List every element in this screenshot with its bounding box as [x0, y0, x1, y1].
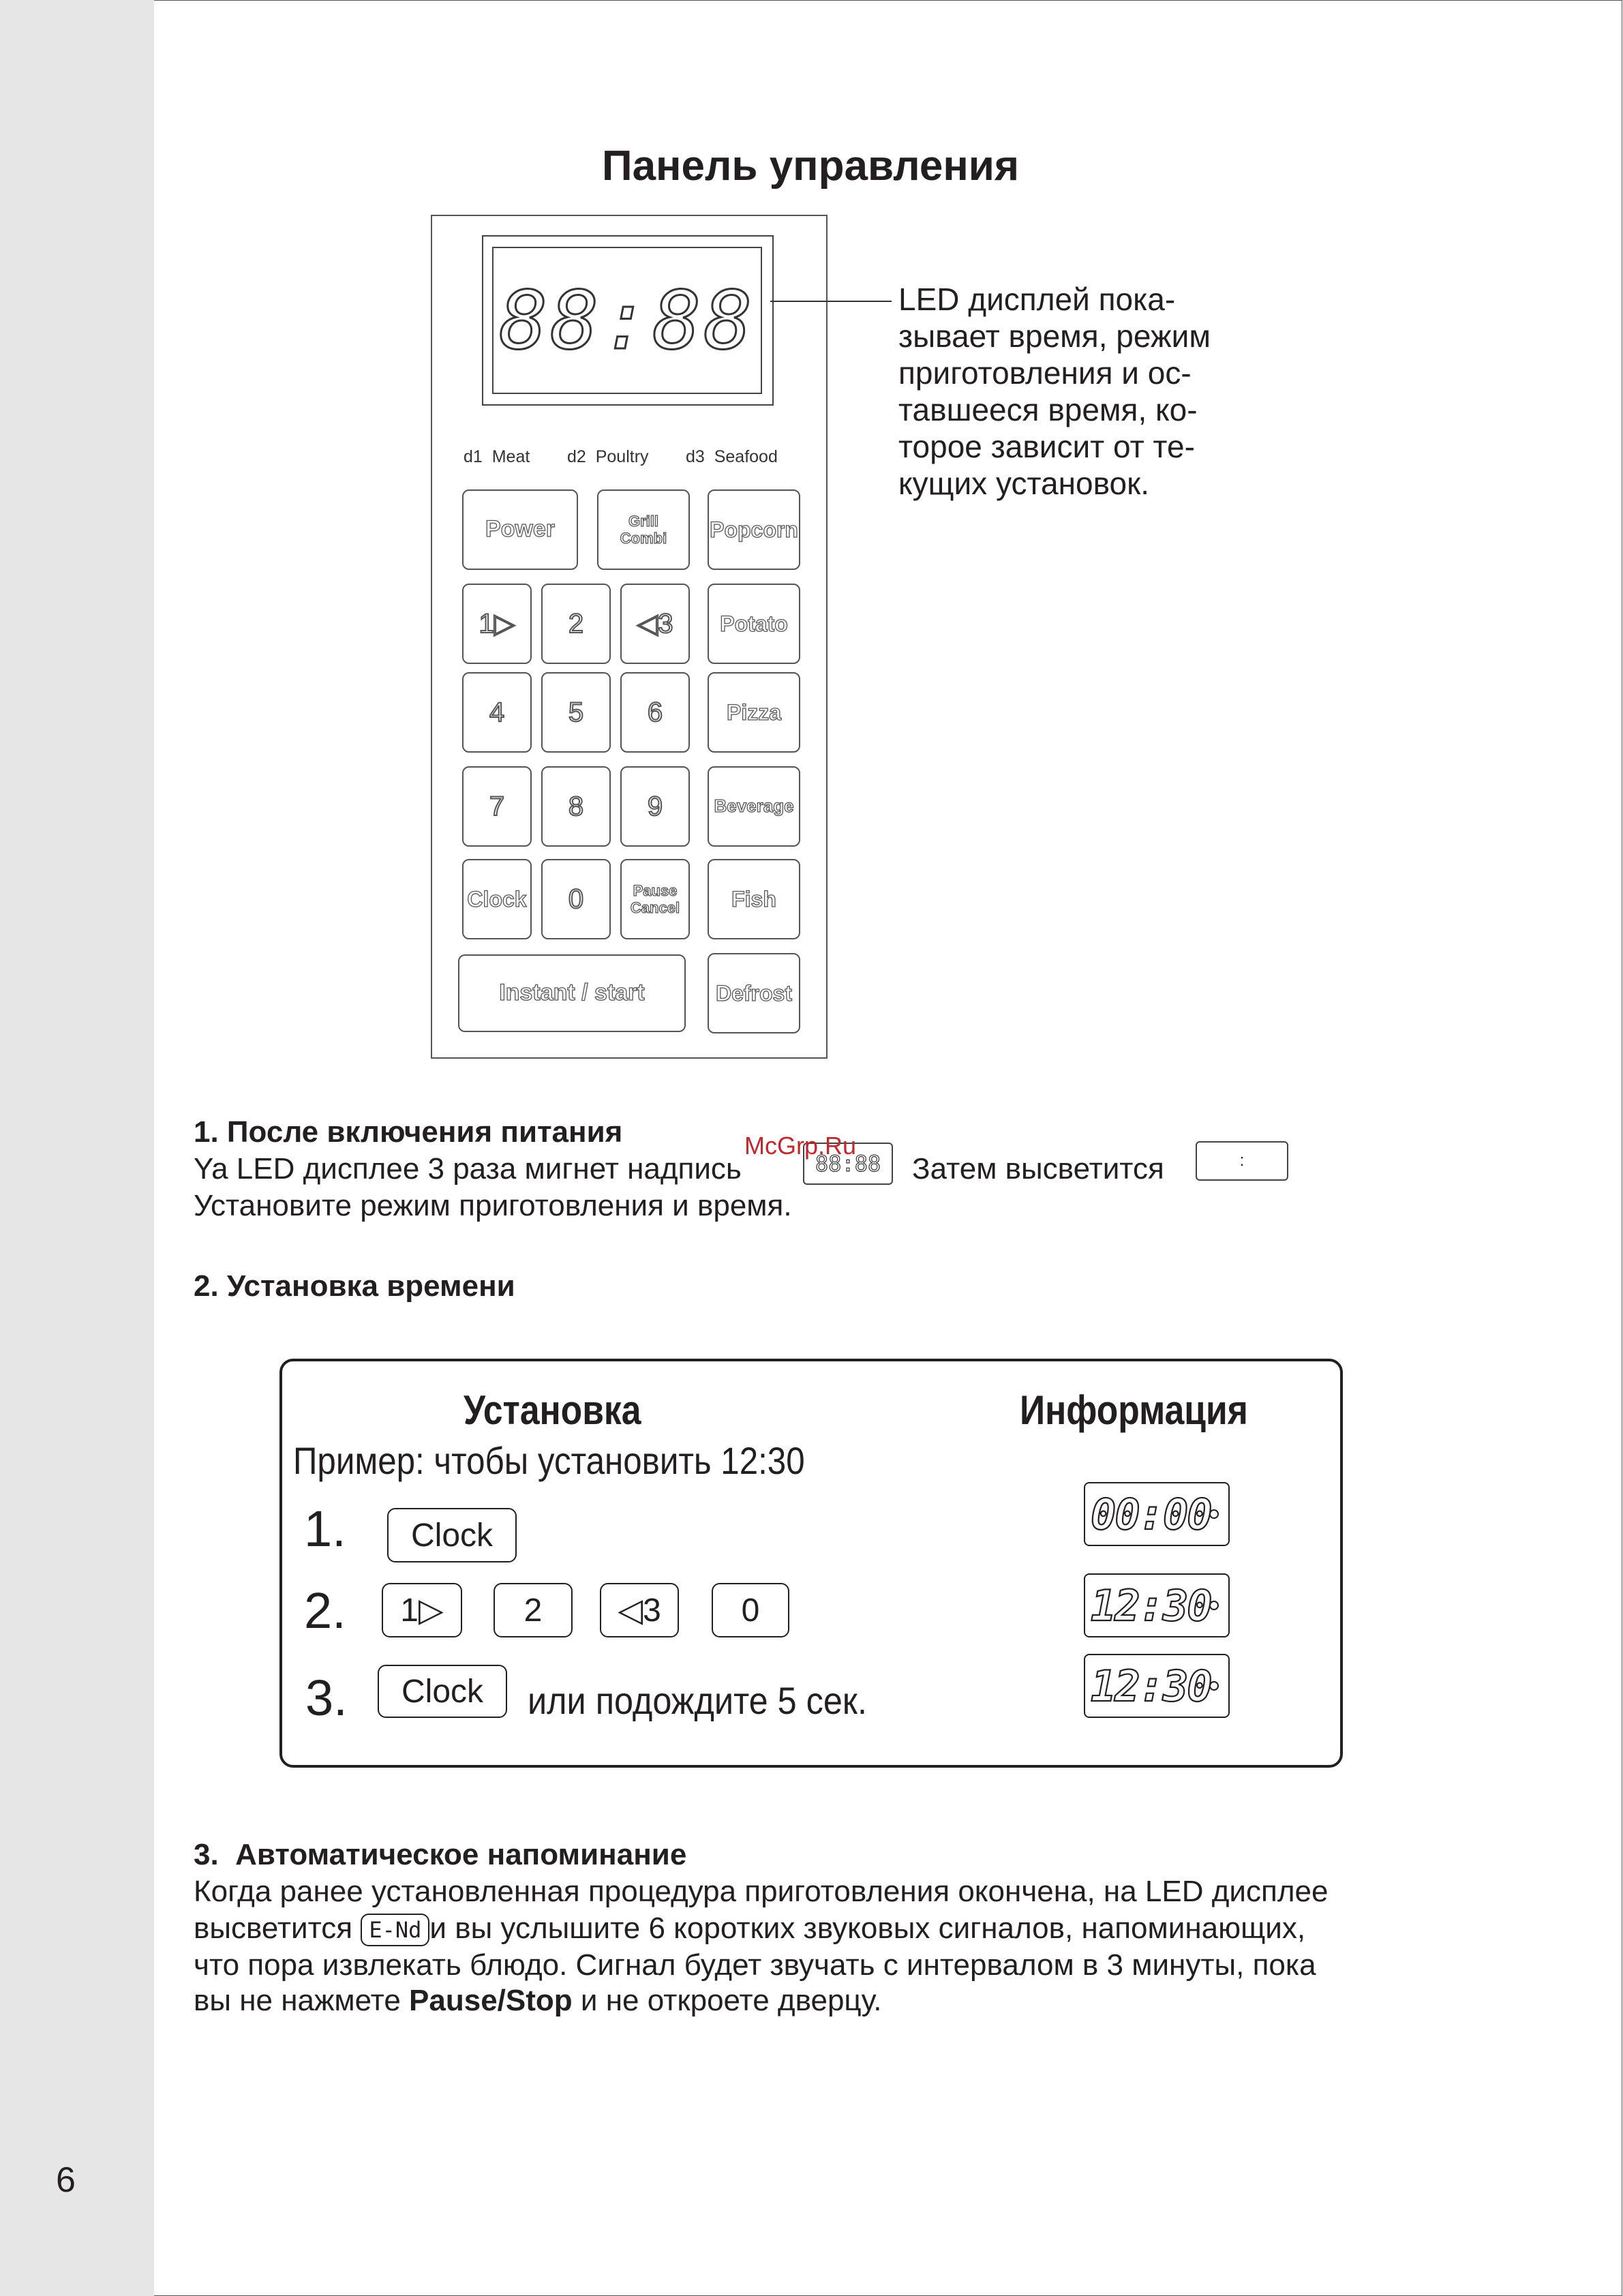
- flashing-display-icon: 88:88: [803, 1143, 893, 1185]
- step-number: 2.: [304, 1582, 346, 1639]
- page-title: Панель управления: [602, 142, 1020, 190]
- key-1-button[interactable]: 1▷: [382, 1583, 462, 1637]
- column-setting-header: Установка: [464, 1387, 641, 1433]
- page-number: 6: [56, 2160, 76, 2200]
- example-text: Пример: чтобы установить 12:30: [293, 1439, 805, 1482]
- instant-start-key[interactable]: Instant / start: [458, 954, 686, 1032]
- wait-note: или подождите 5 сек.: [528, 1679, 867, 1722]
- callout-line: приготовления и ос-: [898, 355, 1192, 391]
- beverage-key[interactable]: Beverage: [708, 766, 800, 847]
- clock-button[interactable]: Clock: [378, 1665, 507, 1718]
- clock-key[interactable]: Clock: [462, 859, 532, 939]
- callout-line: зывает время, режим: [898, 318, 1211, 354]
- key-2-button[interactable]: 2: [494, 1583, 573, 1637]
- section3-line1: Когда ранее установленная процедура приготовления окончена, на LED дисплее: [194, 1875, 1329, 1908]
- section1-line1: Ya LED дисплее 3 раза мигнет надпись: [194, 1152, 742, 1185]
- section2-heading: 2. Установка времени: [194, 1269, 515, 1303]
- key-8[interactable]: 8: [541, 766, 611, 847]
- led-display: [492, 247, 762, 394]
- pizza-key[interactable]: Pizza: [708, 672, 800, 753]
- led-display-digits: 88:88: [499, 273, 755, 367]
- clock-button[interactable]: Clock: [387, 1508, 517, 1562]
- key-0[interactable]: 0: [541, 859, 611, 939]
- blank-display-icon: :: [1196, 1141, 1288, 1181]
- display-callout: [898, 281, 1253, 502]
- mode-label-d1: d1 Meat: [464, 447, 530, 466]
- key-9[interactable]: 9: [620, 766, 690, 847]
- potato-key[interactable]: Potato: [708, 584, 800, 664]
- pause-cancel-key[interactable]: Pause Cancel: [620, 859, 690, 939]
- key-5[interactable]: 5: [541, 672, 611, 753]
- section1-line2: Установите режим приготовления и время.: [194, 1189, 792, 1222]
- watermark: McGrp.Ru: [744, 1132, 857, 1160]
- section1-then: Затем высветится: [912, 1152, 1164, 1185]
- column-info-header: Информация: [1020, 1387, 1248, 1433]
- defrost-key[interactable]: Defrost: [708, 953, 800, 1033]
- mode-label-d3: d3 Seafood: [686, 447, 778, 466]
- section3-line3: что пора извлекать блюдо. Сигнал будет звучать с интервалом в 3 минуты, пока: [194, 1948, 1316, 1982]
- key-6[interactable]: 6: [620, 672, 690, 753]
- key-7[interactable]: 7: [462, 766, 532, 847]
- popcorn-key[interactable]: Popcorn: [708, 489, 800, 570]
- key-3[interactable]: ◁3: [620, 584, 690, 664]
- power-key[interactable]: Power: [462, 489, 578, 570]
- mode-label-d2: d2 Poultry: [567, 447, 649, 466]
- fish-key[interactable]: Fish: [708, 859, 800, 939]
- callout-leader-line: [770, 301, 892, 302]
- section3-heading: 3. Автоматическое напоминание: [194, 1838, 687, 1871]
- end-display-icon: E-Nd: [361, 1914, 429, 1946]
- step-number: 3.: [305, 1670, 348, 1726]
- callout-line: торое зависит от те-: [898, 429, 1195, 464]
- step-number: 1.: [304, 1500, 346, 1557]
- key-0-button[interactable]: 0: [712, 1583, 789, 1637]
- section3-line2: высветится E-Nd и вы услышите 6 коротких звуковых сигналов, напоминающих,: [194, 1912, 1305, 1946]
- info-display: 12:30: [1084, 1654, 1230, 1718]
- grill-combi-key[interactable]: Grill Combi: [597, 489, 690, 570]
- key-3-button[interactable]: ◁3: [600, 1583, 679, 1637]
- info-display: 00:00: [1084, 1482, 1230, 1546]
- section3-line4: вы не нажмете Pause/Stop и не откроете дверцу.: [194, 1984, 882, 2017]
- key-1[interactable]: 1▷: [462, 584, 532, 664]
- key-2[interactable]: 2: [541, 584, 611, 664]
- section1-heading: 1. После включения питания: [194, 1115, 623, 1149]
- page-margin-sidebar: [0, 0, 154, 2296]
- info-display: 12:30: [1084, 1573, 1230, 1637]
- callout-line: LED дисплей пока-: [898, 282, 1176, 317]
- callout-line: кущих установок.: [898, 466, 1149, 501]
- key-4[interactable]: 4: [462, 672, 532, 753]
- callout-line: тавшееся время, ко-: [898, 392, 1198, 427]
